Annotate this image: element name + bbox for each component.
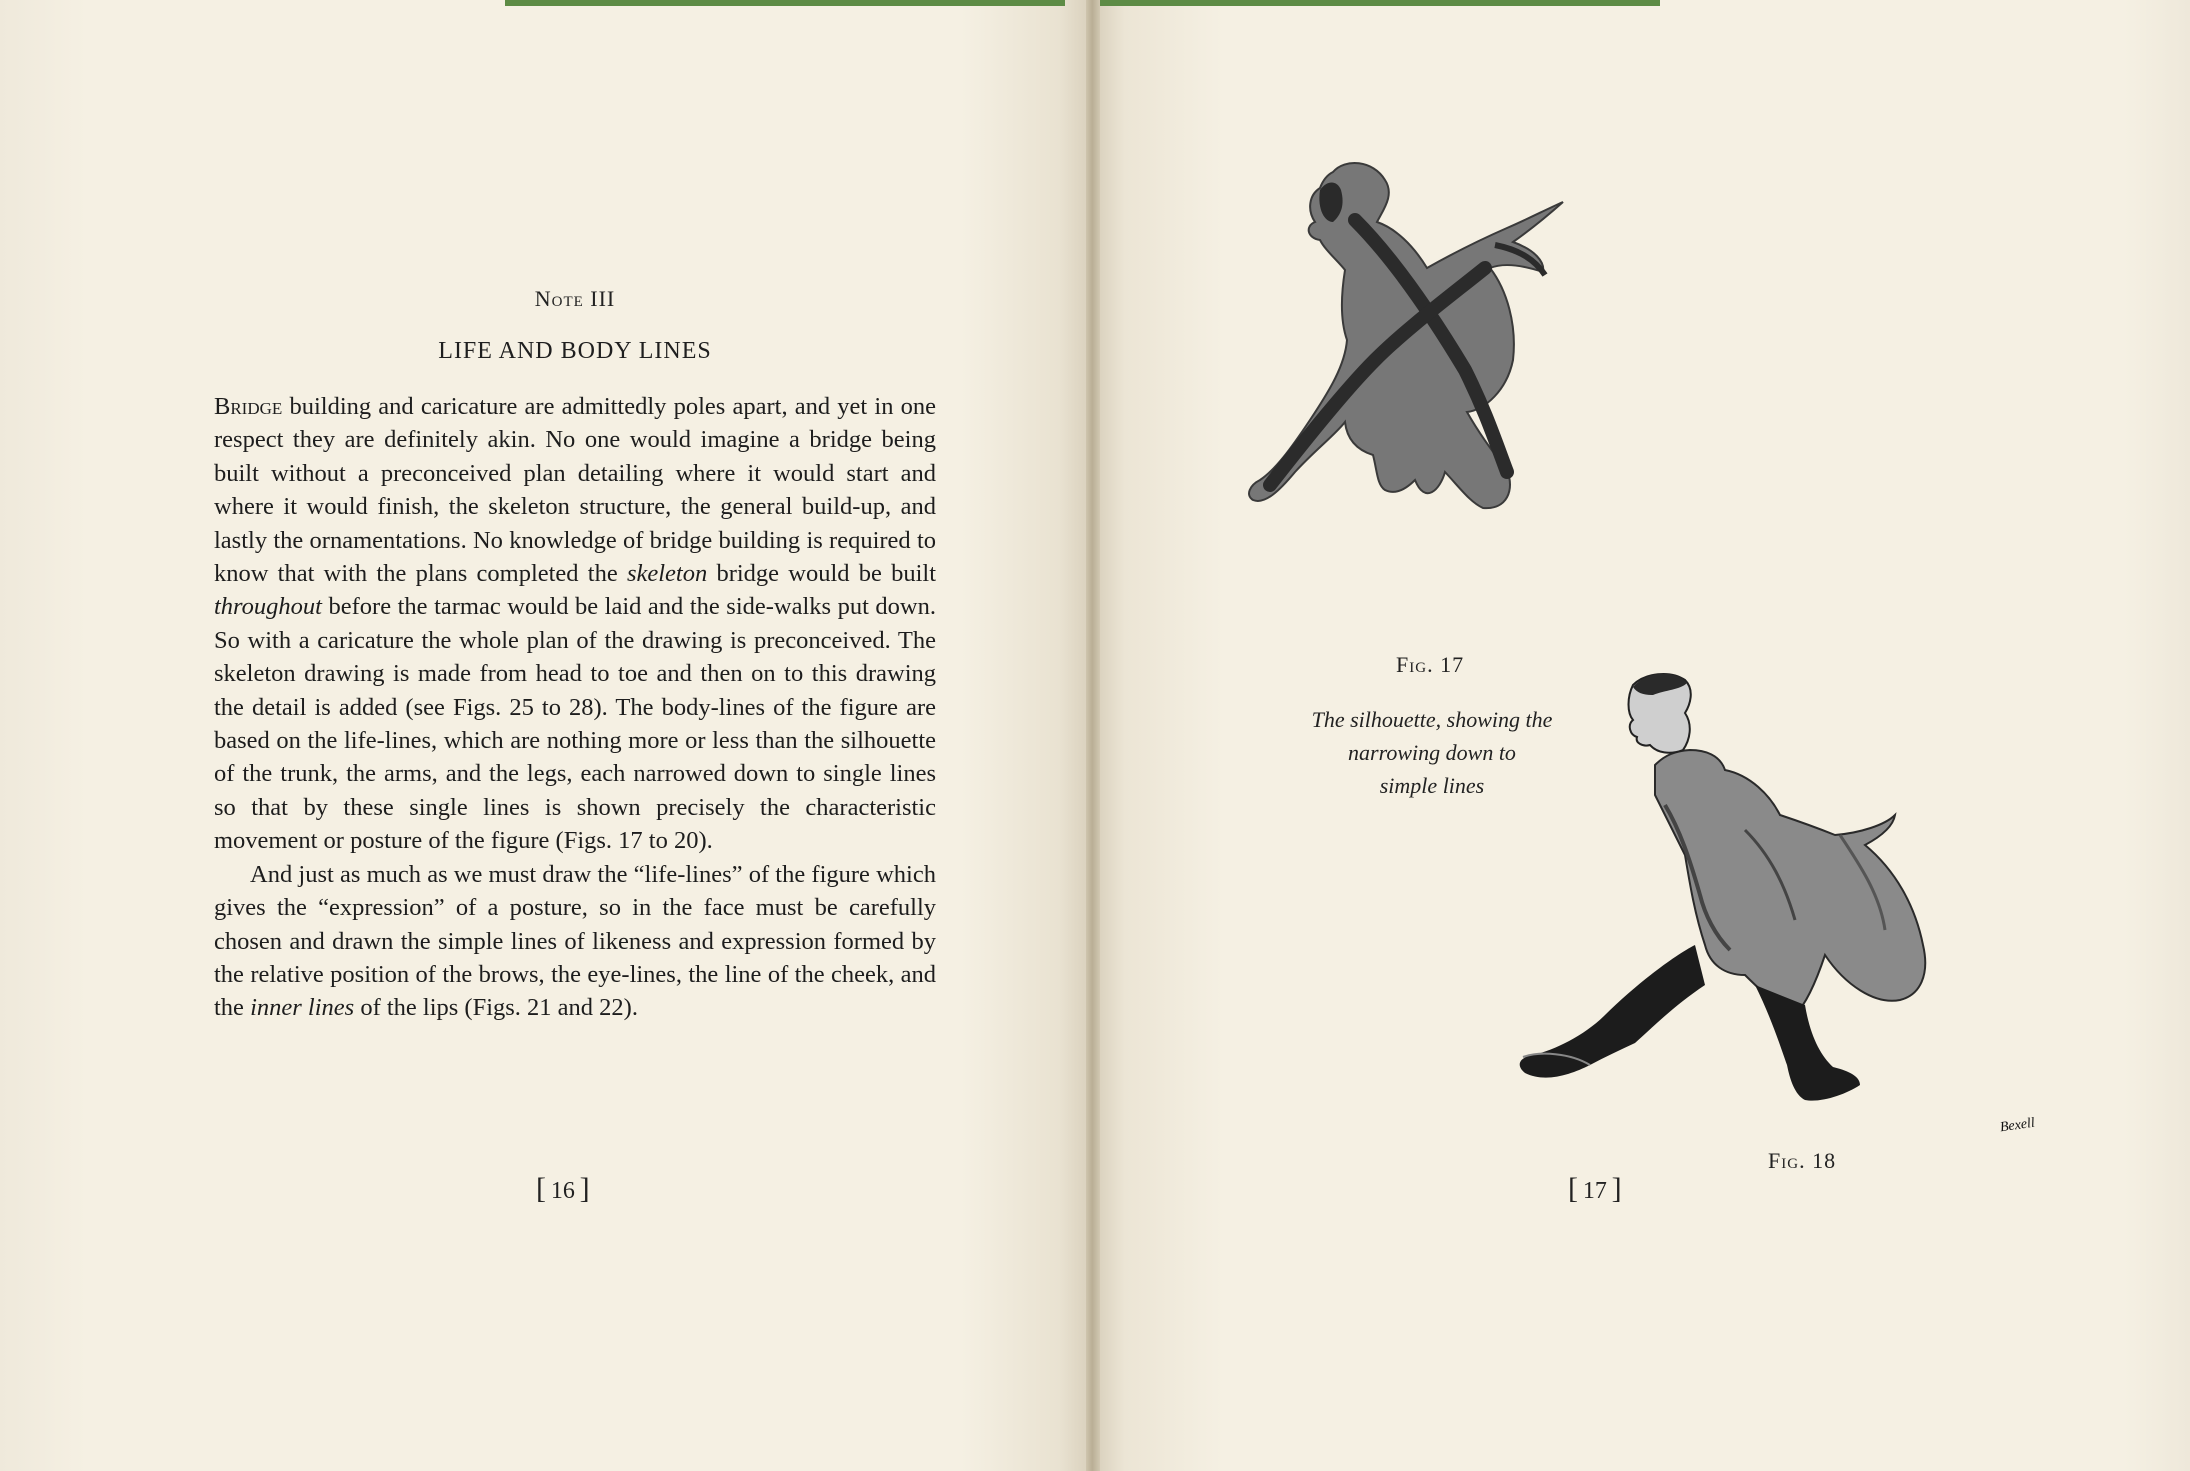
artist-signature: Bexell [1999, 1115, 2036, 1136]
page-number-left: [ 16 ] [536, 1172, 590, 1205]
fig18-label: Fig. 18 [1768, 1148, 1837, 1173]
paragraph-2: And just as much as we must draw the “life-lines” of the figure which gives the “expression” of a posture, so in the face must be carefully chosen and drawn the simple lines of likeness and expression formed by the relative position of the brows, the eye-lines, the line of the cheek, and the inner lines of the lips (Figs. 21 and 22). [214, 860, 936, 1022]
cover-edge [505, 0, 1065, 6]
fig17-silhouette-illustration [1245, 150, 1745, 650]
fig17-label: Fig. 17 [1396, 652, 1465, 677]
book-gutter [1086, 0, 1100, 1471]
drop-lead-word: Bridge [214, 393, 283, 420]
page-number-right: [ 17 ] [1568, 1172, 1622, 1205]
cover-edge [1100, 0, 1660, 6]
paragraph-1: Bridge building and caricature are admittedly poles apart, and yet in one respect they are definitely akin. No one would imagine a bridge being built without a preconceived plan detailing where it would start and where it would finish, the skeleton structure, the general build-up, and lastly the ornamentations. No knowledge of bridge building is required to know that with the plans completed the skeleton bridge would be built throughout before the tarmac would be laid and the side-walks put down. So with a caricature the whole plan of the drawing is preconceived. The skeleton drawing is made from head to toe and then on to this drawing the detail is added (see Figs. 25 to 28). The body-lines of the figure are based on the life-lines, which are nothing more or less than the silhouette of the trunk, the arms, and the legs, each narrowed down to single lines so that by these single lines is shown precisely the characteristic movement or posture of the figure (Figs. 17 to 20). [214, 393, 937, 855]
note-label: Note III [534, 286, 616, 311]
fig17-caption: The silhouette, showing the narrowing down to simple lines [1311, 707, 1553, 798]
section-title: LIFE AND BODY LINES [438, 338, 712, 364]
body-text [214, 390, 936, 1025]
fig18-walking-figure-illustration [1515, 655, 2035, 1135]
